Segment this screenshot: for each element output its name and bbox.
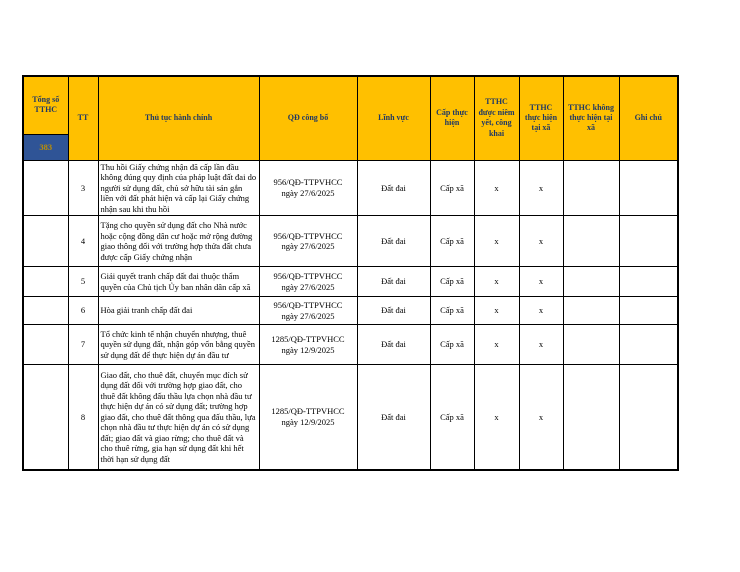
decision-date: ngày 12/9/2025 (281, 344, 335, 355)
cell-field: Đất đai (357, 325, 430, 365)
header-not-at-commune: TTHC không thực hiện tại xã (563, 76, 619, 160)
header-level: Cấp thực hiện (430, 76, 474, 160)
cell-decision (259, 160, 357, 216)
cell-at-commune: x (519, 160, 563, 216)
cell-total-spacer (23, 325, 68, 365)
cell-level: Cấp xã (430, 267, 474, 297)
decision-number: 1285/QĐ-TTPVHCC (271, 334, 345, 345)
cell-not-at-commune (563, 325, 619, 365)
cell-decision (259, 325, 357, 365)
header-tt: TT (68, 76, 98, 160)
cell-field: Đất đai (357, 267, 430, 297)
cell-not-at-commune (563, 160, 619, 216)
cell-not-at-commune (563, 216, 619, 267)
cell-tt: 5 (68, 267, 98, 297)
header-decision: QĐ công bố (259, 76, 357, 160)
cell-posted: x (474, 216, 519, 267)
decision-number: 956/QĐ-TTPVHCC (273, 177, 343, 188)
decision-number: 956/QĐ-TTPVHCC (273, 271, 343, 282)
cell-posted: x (474, 297, 519, 325)
header-posted: TTHC được niêm yết, công khai (474, 76, 519, 160)
cell-decision (259, 365, 357, 470)
cell-decision (259, 297, 357, 325)
decision-date: ngày 12/9/2025 (281, 416, 335, 427)
table-row (23, 216, 678, 267)
cell-field: Đất đai (357, 216, 430, 267)
cell-at-commune: x (519, 365, 563, 470)
cell-decision (259, 216, 357, 267)
decision-date: ngày 27/6/2025 (281, 187, 335, 198)
cell-posted: x (474, 267, 519, 297)
cell-tt: 7 (68, 325, 98, 365)
cell-not-at-commune (563, 365, 619, 470)
cell-at-commune: x (519, 267, 563, 297)
table-row (23, 365, 678, 470)
cell-at-commune: x (519, 216, 563, 267)
decision-number: 1285/QĐ-TTPVHCC (271, 406, 345, 417)
decision-number: 956/QĐ-TTPVHCC (273, 230, 343, 241)
cell-field: Đất đai (357, 365, 430, 470)
cell-posted: x (474, 160, 519, 216)
cell-tt: 3 (68, 160, 98, 216)
decision-date: ngày 27/6/2025 (281, 241, 335, 252)
table-row (23, 297, 678, 325)
cell-decision (259, 267, 357, 297)
table-row (23, 325, 678, 365)
cell-procedure: Giao đất, cho thuê đất, chuyển mục đích sử dụng đất đối với trường hợp giao đất, cho thuê đất không đấu thầu lựa chọn nhà đầu tư thực hiện dự án có sử dụng đất; trường hợp giao đất, cho thuê đất thông qua đấu thầu, lựa chọn nhà đầu tư thực hiện dự án có sử dụng đất; giao đất và giao rừng; cho thuê đất và cho thuê rừng, gia hạn sử dụng đất khi hết thời hạn sử dụng đất (98, 365, 259, 470)
cell-not-at-commune (563, 267, 619, 297)
cell-posted: x (474, 325, 519, 365)
header-note: Ghi chú (619, 76, 678, 160)
cell-procedure: Hòa giải tranh chấp đất đai (98, 297, 259, 325)
cell-total-spacer (23, 267, 68, 297)
cell-note (619, 216, 678, 267)
cell-tt: 6 (68, 297, 98, 325)
cell-level: Cấp xã (430, 325, 474, 365)
cell-total-spacer (23, 365, 68, 470)
table-row (23, 267, 678, 297)
total-count-badge: 383 (23, 134, 68, 160)
header-procedure: Thủ tục hành chính (98, 76, 259, 160)
header-total-tthc: Tổng số TTHC (23, 76, 68, 134)
cell-total-spacer (23, 216, 68, 267)
cell-level: Cấp xã (430, 297, 474, 325)
tthc-table (22, 75, 679, 471)
decision-date: ngày 27/6/2025 (281, 281, 335, 292)
cell-note (619, 297, 678, 325)
cell-total-spacer (23, 160, 68, 216)
cell-note (619, 365, 678, 470)
cell-procedure: Tổ chức kinh tế nhận chuyển nhượng, thuê quyền sử dụng đất, nhận góp vốn bằng quyền sử dụng đất để thực hiện dự án đầu tư (98, 325, 259, 365)
cell-at-commune: x (519, 297, 563, 325)
cell-note (619, 267, 678, 297)
cell-procedure: Tặng cho quyền sử dụng đất cho Nhà nước hoặc cộng đồng dân cư hoặc mở rộng đường giao thông đối với trường hợp thửa đất chưa được cấp Giấy chứng nhận (98, 216, 259, 267)
decision-date: ngày 27/6/2025 (281, 310, 335, 321)
cell-note (619, 160, 678, 216)
cell-field: Đất đai (357, 160, 430, 216)
cell-at-commune: x (519, 325, 563, 365)
header-row (23, 76, 678, 134)
cell-level: Cấp xã (430, 216, 474, 267)
cell-level: Cấp xã (430, 160, 474, 216)
cell-tt: 4 (68, 216, 98, 267)
header-field: Lĩnh vực (357, 76, 430, 160)
cell-procedure: Giải quyết tranh chấp đất đai thuộc thẩm quyền của Chủ tịch Ủy ban nhân dân cấp xã (98, 267, 259, 297)
cell-procedure: Thu hồi Giấy chứng nhận đã cấp lần đầu không đúng quy định của pháp luật đất đai do người sử dụng đất, chủ sở hữu tài sản gắn liền với đất phát hiện và cấp lại Giấy chứng nhận sau khi thu hồi (98, 160, 259, 216)
cell-note (619, 325, 678, 365)
cell-tt: 8 (68, 365, 98, 470)
cell-total-spacer (23, 297, 68, 325)
table-row (23, 160, 678, 216)
cell-field: Đất đai (357, 297, 430, 325)
cell-not-at-commune (563, 297, 619, 325)
decision-number: 956/QĐ-TTPVHCC (273, 300, 343, 311)
header-at-commune: TTHC thực hiện tại xã (519, 76, 563, 160)
cell-level: Cấp xã (430, 365, 474, 470)
cell-posted: x (474, 365, 519, 470)
